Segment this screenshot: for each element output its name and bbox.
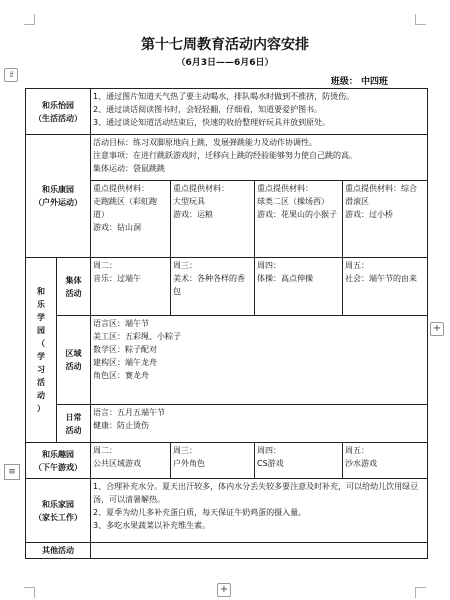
study-label-char: 活 <box>37 378 45 387</box>
daily-activity-label: 日常 <box>65 412 82 422</box>
table-move-handle-icon[interactable]: ⁞⁞ <box>4 68 18 82</box>
page-corner-mark <box>415 14 426 25</box>
day-activity: 音乐：过端午 <box>93 274 141 283</box>
list-item: 集体运动：袋鼠跳跳 <box>93 164 165 173</box>
study-label-cell <box>26 258 57 443</box>
day-cell[interactable] <box>343 258 428 316</box>
day-label: 周三： <box>173 446 197 455</box>
add-row-button[interactable]: + <box>217 583 231 597</box>
list-item: 3、多吃水果蔬菜以补充维生素。 <box>93 521 211 530</box>
area-heading: 重点提供材料： <box>257 184 313 193</box>
health-row <box>26 135 428 181</box>
day-activity: 美术：各种各样的香包 <box>173 274 245 296</box>
add-column-button[interactable]: + <box>430 322 444 336</box>
group-activity-label: 集体 <box>65 275 82 285</box>
study-label-char: 习 <box>37 365 45 374</box>
list-item: 语言区：端午节 <box>93 319 149 328</box>
health-sublabel: （户外运动） <box>34 198 82 207</box>
life-label: 和乐怡园 <box>42 100 74 110</box>
health-label: 和乐康园 <box>42 185 74 194</box>
row-menu-icon[interactable]: ≡ <box>4 464 20 480</box>
list-item: 角色区：赛龙舟 <box>93 371 149 380</box>
area-game: 游戏：过小桥 <box>345 210 393 219</box>
class-label: 班级： 中四班 <box>330 77 388 87</box>
life-label-cell <box>26 89 91 135</box>
daily-activity-content-cell[interactable] <box>91 405 428 443</box>
area-name: 球类二区（操场西） <box>257 197 329 206</box>
list-item: 健康：防止烫伤 <box>93 421 149 430</box>
study-label-char: 动 <box>37 391 45 400</box>
study-label-char: ） <box>37 404 45 413</box>
day-activity: 沙水游戏 <box>345 459 377 468</box>
day-cell[interactable] <box>343 443 428 479</box>
home-label: 和乐家园 <box>42 499 74 509</box>
day-activity: CS游戏 <box>257 459 284 468</box>
health-label-cell <box>26 135 91 258</box>
health-goal-cell[interactable] <box>91 135 428 181</box>
other-content-cell[interactable] <box>91 543 428 559</box>
play-sublabel: （下午游戏） <box>34 462 82 472</box>
list-item: 1、通过图片知道天气热了要主动喝水，排队喝水时做到不推挤，防烫伤。 <box>93 92 355 101</box>
area-name: 滑滚区 <box>345 197 369 206</box>
study-label-char: 园 <box>37 326 45 335</box>
area-game: 游戏：运粮 <box>173 210 213 219</box>
area-heading: 重点提供材料：综合 <box>345 184 417 193</box>
list-item: 美工区：五彩绳、小粽子 <box>93 332 181 341</box>
study-label-char: 学 <box>37 352 45 361</box>
day-activity: 社会：端午节的由来 <box>345 274 417 283</box>
other-label: 其他活动 <box>42 546 74 555</box>
page-title: 第十七周教育活动内容安排 <box>141 37 309 53</box>
other-label-cell <box>26 543 91 559</box>
health-area-cell[interactable] <box>343 181 428 258</box>
area-name: 走跑跳区（彩虹跑道） <box>93 197 157 219</box>
page-corner-mark <box>24 14 35 25</box>
day-cell[interactable] <box>171 258 255 316</box>
day-label: 周四： <box>257 446 281 455</box>
day-label: 周二： <box>93 261 117 270</box>
date-range: （6月3日——6月6日） <box>176 58 274 68</box>
page-corner-mark <box>415 587 426 598</box>
area-heading: 重点提供材料： <box>173 184 229 193</box>
home-row <box>26 479 428 543</box>
list-item: 建构区：端午龙舟 <box>93 358 157 367</box>
day-activity: 户外角色 <box>173 459 205 468</box>
day-label: 周三： <box>173 261 197 270</box>
area-activity-sublabel: 活动 <box>65 362 82 371</box>
list-item: 注意事项：在进行跳跃游戏时，迁移向上跳的经验能够努力使自己跳的高。 <box>93 151 357 160</box>
list-item: 3、通过谈论知道活动结束后，快速的收拾整理好玩具并放到原处。 <box>93 118 331 127</box>
area-activity-row <box>26 316 428 405</box>
day-cell[interactable] <box>255 443 343 479</box>
life-sublabel: （生活活动） <box>34 113 82 123</box>
daily-activity-label-cell <box>57 405 91 443</box>
home-content-cell[interactable] <box>91 479 428 543</box>
study-label-char: 学 <box>37 313 45 322</box>
group-activity-sublabel: 活动 <box>65 288 82 298</box>
other-row <box>26 543 428 559</box>
study-label-char: 乐 <box>37 300 45 309</box>
day-cell[interactable] <box>91 443 171 479</box>
page-corner-mark <box>24 587 35 598</box>
group-activity-row <box>26 258 428 316</box>
group-activity-label-cell <box>57 258 91 316</box>
list-item: 1、合理补充水分。夏天出汗较多，体内水分丢失较多要注意及时补充，可以给幼儿饮用绿豆汤，可以清暑解热。 <box>93 482 419 504</box>
home-sublabel: （家长工作） <box>34 512 82 522</box>
day-activity: 公共区域游戏 <box>93 459 141 468</box>
daily-activity-sublabel: 活动 <box>65 425 82 435</box>
day-label: 周四： <box>257 261 281 270</box>
list-item: 2、通过谈话阅读图书时，会轻轻翻，仔细看，知道要爱护图书。 <box>93 105 323 114</box>
day-label: 周二： <box>93 446 117 455</box>
area-activity-label: 区域 <box>65 349 82 358</box>
day-activity: 体操：高点伸操 <box>257 274 313 283</box>
life-content-cell[interactable] <box>91 89 428 135</box>
day-cell[interactable] <box>255 258 343 316</box>
afternoon-play-row <box>26 443 428 479</box>
day-cell[interactable] <box>91 258 171 316</box>
list-item: 数学区：粽子配对 <box>93 345 157 354</box>
daily-activity-row <box>26 405 428 443</box>
play-label-cell <box>26 443 91 479</box>
study-label-char: （ <box>37 339 45 348</box>
list-item: 语言：五月五端午节 <box>93 408 165 417</box>
health-area-cell[interactable] <box>91 181 171 258</box>
area-game: 游戏：花果山的小猴子 <box>257 210 337 219</box>
day-cell[interactable] <box>171 443 255 479</box>
list-item: 2、夏季为幼儿多补充蛋白质，每天保证牛奶鸡蛋的摄入量。 <box>93 508 307 517</box>
schedule-table <box>25 88 428 559</box>
list-item: 活动目标：练习双脚原地向上跳，发展弹跳能力及动作协调性。 <box>93 138 317 147</box>
area-activity-content-cell[interactable] <box>91 316 428 405</box>
health-area-cell[interactable] <box>255 181 343 258</box>
area-heading: 重点提供材料： <box>93 184 149 193</box>
area-activity-label-cell <box>57 316 91 405</box>
home-label-cell <box>26 479 91 543</box>
health-area-cell[interactable] <box>171 181 255 258</box>
life-row <box>26 89 428 135</box>
day-label: 周五： <box>345 261 369 270</box>
day-label: 周五： <box>345 446 369 455</box>
study-label-char: 和 <box>37 287 45 296</box>
play-label: 和乐趣园 <box>42 449 74 459</box>
area-name: 大型玩具 <box>173 197 205 206</box>
area-game: 游戏：钻山洞 <box>93 223 141 232</box>
